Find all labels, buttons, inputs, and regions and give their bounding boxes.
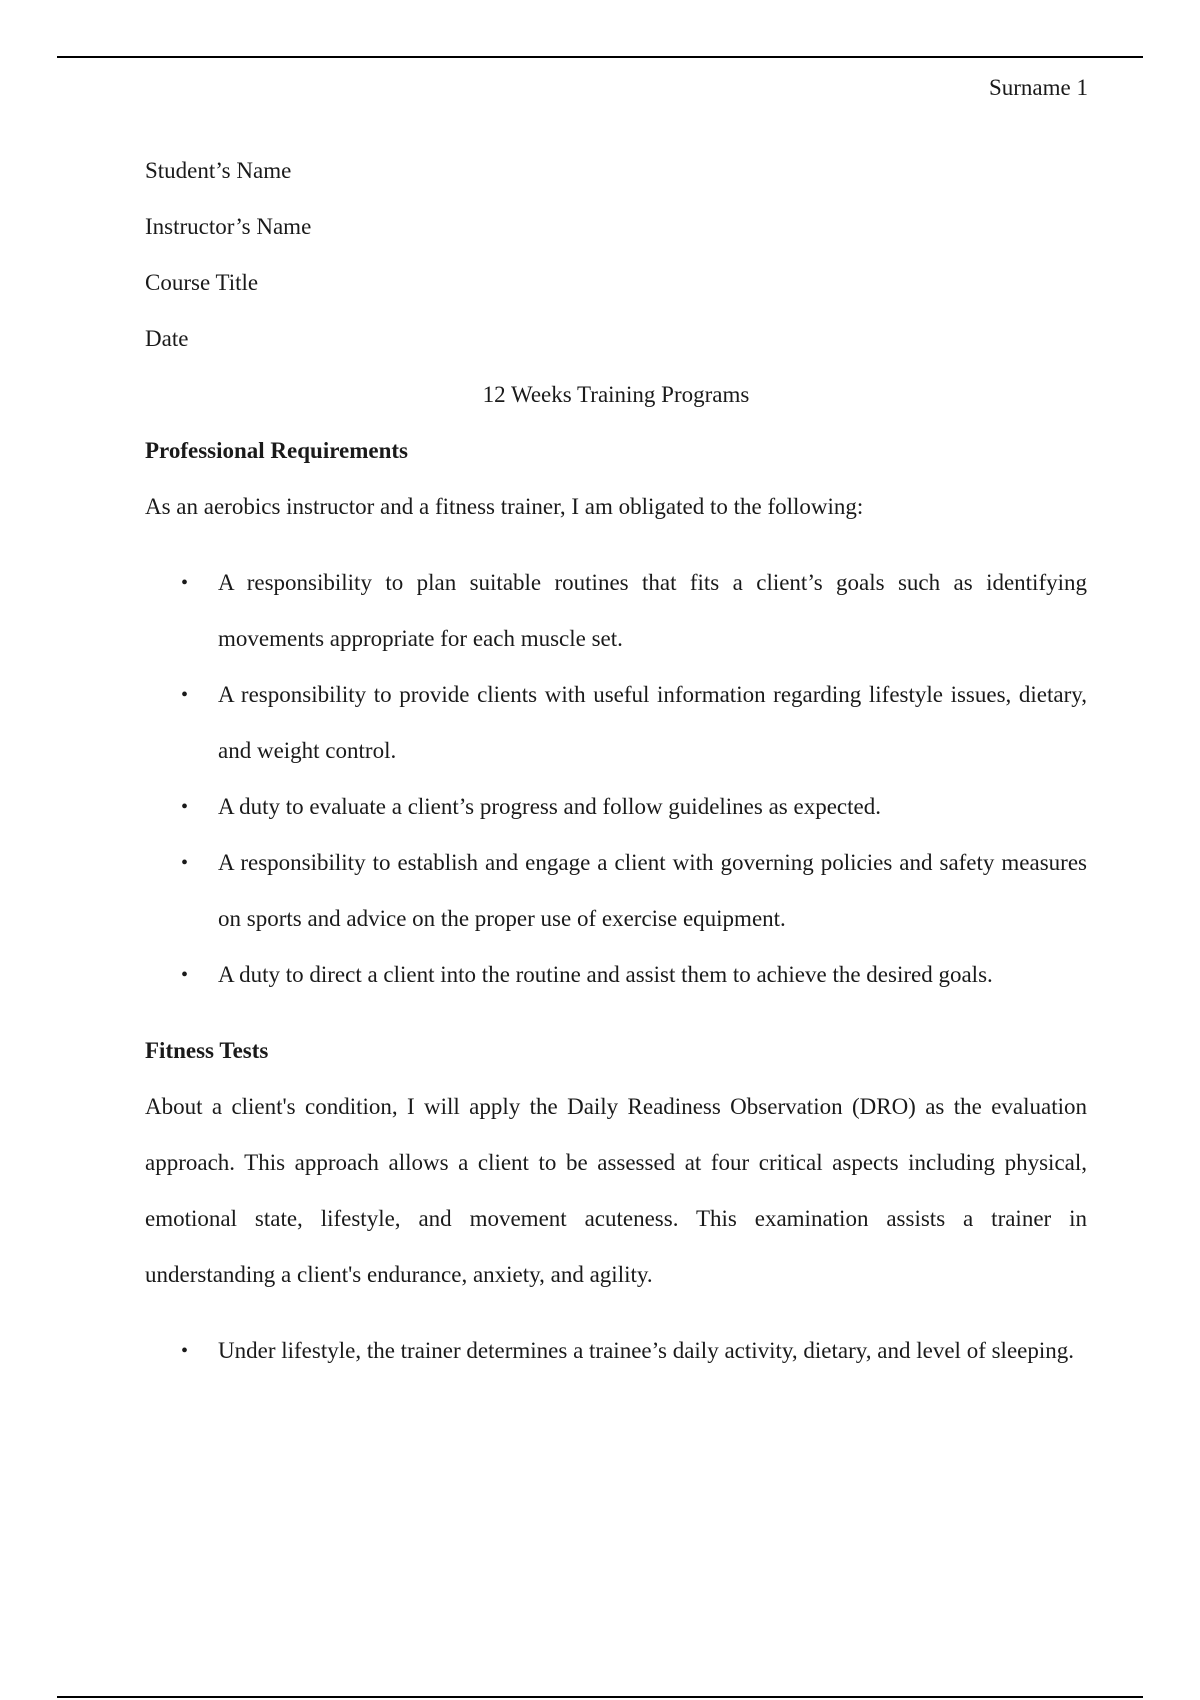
bullet-icon: •: [181, 1340, 189, 1362]
section-intro-professional: As an aerobics instructor and a fitness trainer, I am obligated to the following:: [145, 494, 864, 519]
instructor-name-line: Instructor’s Name: [145, 214, 312, 239]
list-item: [145, 667, 1087, 779]
bullet-icon: •: [181, 796, 189, 818]
student-name-line: Student’s Name: [145, 158, 292, 183]
bullet-icon: •: [181, 852, 189, 874]
professional-requirements-list: [145, 555, 1087, 1003]
top-border-line: [57, 56, 1143, 58]
bottom-border-line: [57, 1696, 1143, 1698]
list-item-text: A duty to direct a client into the routine and assist them to achieve the desired goals.: [218, 962, 993, 987]
bullet-icon: •: [181, 572, 189, 594]
list-item: [145, 1323, 1087, 1379]
list-item: [145, 555, 1087, 667]
list-item: [145, 947, 1087, 1003]
fitness-tests-list: [145, 1323, 1087, 1379]
list-item-text: A responsibility to plan suitable routines that fits a client’s goals such as identifying movements appropriate for each muscle set.: [218, 570, 1087, 651]
section-paragraph-fitness: About a client's condition, I will apply the Daily Readiness Observation (DRO) as the evaluation approach. This approach allows a client to be assessed at four critical aspects including physical, emotional state, lifestyle, and movement acuteness. This examination assists a trainer in understanding a client's endurance, anxiety, and agility.: [145, 1094, 1087, 1287]
course-title-line: Course Title: [145, 270, 259, 295]
list-item-text: A duty to evaluate a client’s progress and follow guidelines as expected.: [218, 794, 881, 819]
list-item-text: Under lifestyle, the trainer determines a trainee’s daily activity, dietary, and level of sleeping.: [218, 1338, 1074, 1363]
list-item: [145, 779, 1087, 835]
section-heading-professional: Professional Requirements: [145, 438, 408, 463]
document-body: [145, 143, 1087, 1379]
document-title: 12 Weeks Training Programs: [482, 382, 750, 407]
section-heading-fitness: Fitness Tests: [145, 1038, 269, 1063]
date-line: Date: [145, 326, 189, 351]
list-item-text: A responsibility to provide clients with useful information regarding lifestyle issues, dietary, and weight control.: [218, 682, 1087, 763]
bullet-icon: •: [181, 964, 189, 986]
list-item-text: A responsibility to establish and engage a client with governing policies and safety measures on sports and advice on the proper use of exercise equipment.: [218, 850, 1087, 931]
list-item: [145, 835, 1087, 947]
bullet-icon: •: [181, 684, 189, 706]
page-header-surname: Surname 1: [988, 75, 1088, 100]
